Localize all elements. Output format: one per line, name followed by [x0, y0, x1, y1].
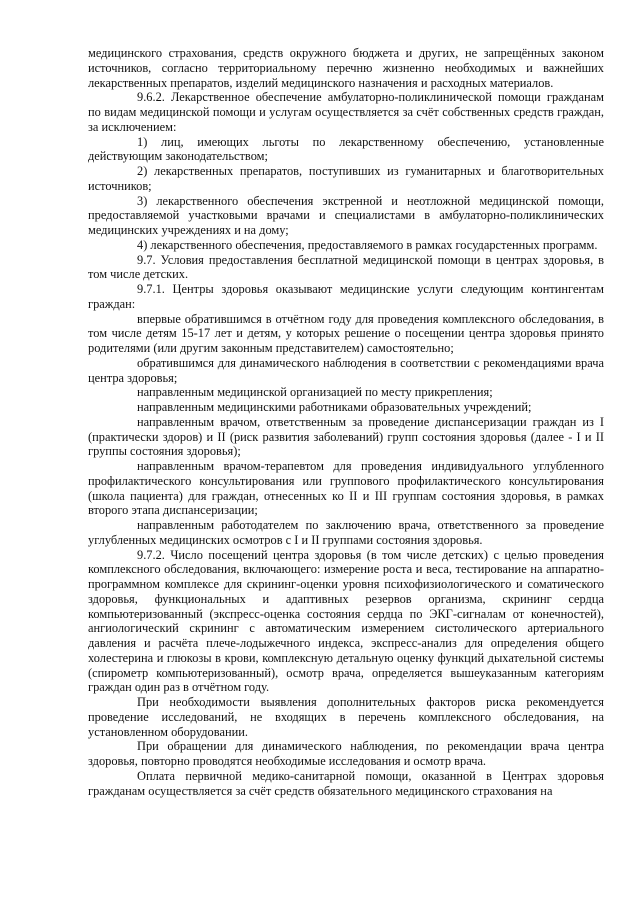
paragraph: направленным врачом-терапевтом для проведения индивидуального углубленного профилактического консультирования или группового профилактического консультирования (школа пациента) для граждан, отнесенных ко II и III группам состояния здоровья, в рамках второго этапа диспансеризации; — [88, 459, 604, 518]
paragraph: направленным врачом, ответственным за проведение диспансеризации граждан из I (практически здоров) и II (риск развития заболеваний) групп состояния здоровья (далее - I и II группы состояния здоровья); — [88, 414, 604, 459]
paragraph: Оплата первичной медико-санитарной помощи, оказанной в Центрах здоровья гражданам осуществляется за счёт средств обязательного медицинского страхования на — [88, 768, 604, 798]
paragraph: медицинского страхования, средств окружного бюджета и других, не запрещённых законом источников, согласно территориальному перечню жизненно необходимых и важнейших лекарственных препаратов, изделий медицинского назначения и расходных материалов. — [88, 46, 604, 90]
paragraph: направленным работодателем по заключению врача, ответственного за проведение углубленных медицинских осмотров с I и II группами состояния здоровья. — [88, 518, 604, 547]
paragraph: 9.7.1. Центры здоровья оказывают медицинские услуги следующим контингентам граждан: — [88, 282, 604, 311]
paragraph: При обращении для динамического наблюдения, по рекомендации врача центра здоровья, повторно проводятся необходимые исследования и осмотр врача. — [88, 739, 604, 768]
paragraph: 9.7.2. Число посещений центра здоровья (в том числе детских) с целью проведения комплексного обследования, включающего: измерение роста и веса, тестирование на аппаратно-программном комплексе для скрининг-оценки уровня психофизиологического и соматического здоровья, функциональных и адаптивных резервов организма, скрининг сердца компьютеризованный (экспресс-оценка состояния сердца по ЭКГ-сигналам от конечностей), ангиологический скрининг с автоматическим измерением систолического артериального давления и расчёта плече-лодыжечного индекса, экспресс-анализ для определения общего холестерина и глюкозы в крови, комплексную детальную оценку функций дыхательной системы (спирометр компьютеризованный), осмотр врача, определяется вышеуказанным категориям граждан один раз в отчётном году. — [88, 547, 604, 695]
paragraph: 9.6.2. Лекарственное обеспечение амбулаторно-поликлинической помощи гражданам по видам медицинской помощи и услугам осуществляется за счёт собственных средств граждан, за исключением: — [88, 90, 604, 134]
paragraph: 1) лиц, имеющих льготы по лекарственному обеспечению, установленные действующим законодательством; — [88, 134, 604, 164]
paragraph: обратившимся для динамического наблюдения в соответствии с рекомендациями врача центра здоровья; — [88, 355, 604, 385]
paragraph: 4) лекарственного обеспечения, предоставляемого в рамках государстенных программ. — [137, 237, 598, 252]
paragraph: направленным медицинской организацией по месту прикрепления; — [137, 385, 493, 400]
paragraph: 3) лекарственного обеспечения экстренной и неотложной медицинской помощи, предоставляемой участковыми врачами и специалистами в амбулаторно-поликлинических медицинских учреждениях и на дому; — [88, 193, 604, 237]
paragraph: впервые обратившимся в отчётном году для проведения комплексного обследования, в том числе детям 15-17 лет и детям, у которых решение о посещении центра здоровья принято родителями (или другим законным представителем) самостоятельно; — [88, 311, 604, 355]
paragraph: направленным медицинскими работниками образовательных учреждений; — [137, 400, 532, 414]
paragraph: 9.7. Условия предоставления бесплатной медицинской помощи в центрах здоровья, в том числе детских. — [88, 252, 604, 282]
paragraph: 2) лекарственных препаратов, поступивших из гуманитарных и благотворительных источников; — [88, 164, 604, 193]
paragraph: При необходимости выявления дополнительных факторов риска рекомендуется проведение исследований, не входящих в перечень комплексного обследования, на установленном оборудовании. — [88, 695, 604, 739]
